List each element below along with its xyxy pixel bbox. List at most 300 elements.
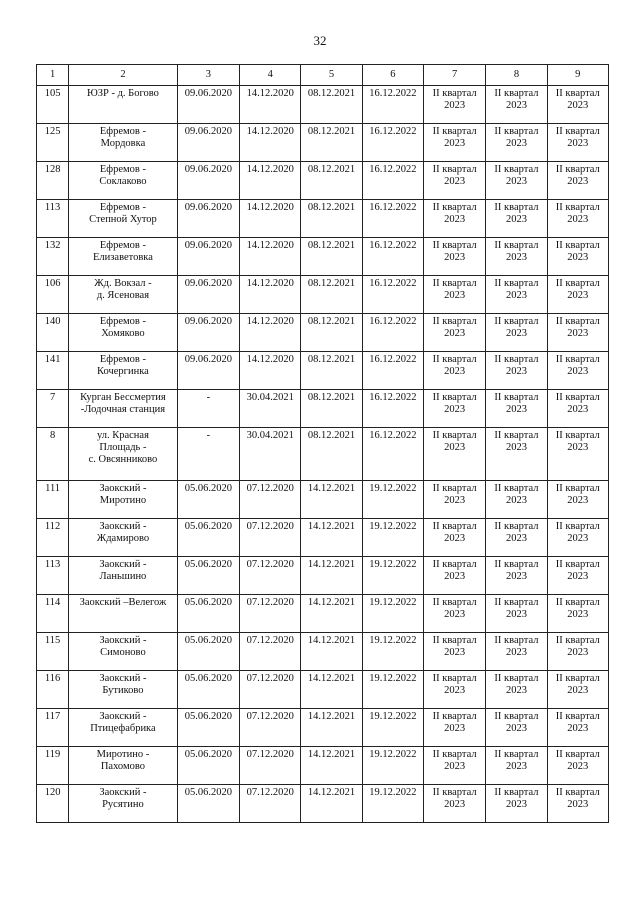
row-number-cell-text: 128 (44, 164, 61, 175)
date-cell-col4-text: 07.12.2020 (246, 483, 294, 494)
row-number-cell-text: 117 (44, 711, 61, 722)
date-cell-col6 (362, 86, 423, 124)
table-row (37, 238, 609, 276)
route-cell (69, 352, 178, 390)
quarter-cell-col9 (547, 162, 608, 200)
date-cell-col6 (362, 595, 423, 633)
date-cell-col5 (301, 557, 362, 595)
date-cell-col6 (362, 633, 423, 671)
quarter-cell-col9 (547, 276, 608, 314)
date-cell-col5-text: 14.12.2021 (307, 673, 356, 684)
quarter-cell-col9-text: II квартал 2023 (555, 88, 600, 111)
date-cell-col3 (177, 785, 239, 823)
date-cell-col6-text: 16.12.2022 (369, 316, 417, 327)
quarter-cell-col8-text: II квартал 2023 (494, 521, 539, 544)
row-number-cell-text: 116 (44, 673, 61, 684)
quarter-cell-col9-text: II квартал 2023 (555, 521, 600, 544)
quarter-cell-col9 (547, 557, 608, 595)
route-cell (69, 747, 178, 785)
date-cell-col5-text: 08.12.2021 (307, 354, 356, 365)
row-number-cell (37, 671, 69, 709)
table-row (37, 428, 609, 481)
quarter-cell-col8 (486, 595, 547, 633)
date-cell-col4 (240, 390, 301, 428)
date-cell-col4-text: 07.12.2020 (246, 787, 294, 798)
quarter-cell-col8 (486, 747, 547, 785)
route-cell-text: Заокский - Птицефабрика (90, 711, 156, 734)
header-cell: 3 (177, 65, 239, 86)
quarter-cell-col9-text: II квартал 2023 (555, 202, 600, 225)
row-number-cell (37, 390, 69, 428)
date-cell-col5 (301, 390, 362, 428)
quarter-cell-col8-text: II квартал 2023 (494, 88, 539, 111)
date-cell-col4 (240, 352, 301, 390)
date-cell-col6 (362, 557, 423, 595)
quarter-cell-col9-text: II квартал 2023 (555, 673, 600, 696)
date-cell-col5 (301, 709, 362, 747)
date-cell-col3 (177, 390, 239, 428)
date-cell-col5 (301, 785, 362, 823)
date-cell-col5-text: 08.12.2021 (307, 316, 356, 327)
row-number-cell-text: 114 (44, 597, 61, 608)
route-cell (69, 276, 178, 314)
date-cell-col4 (240, 162, 301, 200)
date-cell-col4 (240, 481, 301, 519)
route-cell-text: Заокский - Миротино (99, 483, 147, 506)
quarter-cell-col9-text: II квартал 2023 (555, 559, 600, 582)
date-cell-col4-text: 14.12.2020 (246, 164, 294, 175)
header-cell: 2 (69, 65, 178, 86)
page-number: 32 (313, 33, 327, 48)
quarter-cell-col9 (547, 390, 608, 428)
date-cell-col3 (177, 238, 239, 276)
quarter-cell-col8-text: II квартал 2023 (494, 164, 539, 187)
row-number-cell-text: 115 (44, 635, 61, 646)
date-cell-col4 (240, 314, 301, 352)
quarter-cell-col8 (486, 633, 547, 671)
schedule-table (36, 64, 609, 823)
date-cell-col4 (240, 200, 301, 238)
date-cell-col6 (362, 314, 423, 352)
date-cell-col6-text: 19.12.2022 (369, 521, 417, 532)
row-number-cell (37, 352, 69, 390)
date-cell-col4 (240, 595, 301, 633)
quarter-cell-col8-text: II квартал 2023 (494, 673, 539, 696)
date-cell-col4 (240, 671, 301, 709)
quarter-cell-col7-text: II квартал 2023 (432, 240, 477, 263)
row-number-cell-text: 119 (44, 749, 61, 760)
date-cell-col6 (362, 671, 423, 709)
quarter-cell-col7 (423, 709, 485, 747)
quarter-cell-col9 (547, 86, 608, 124)
quarter-cell-col9 (547, 747, 608, 785)
date-cell-col3-text: 09.06.2020 (184, 202, 232, 213)
route-cell (69, 595, 178, 633)
quarter-cell-col7 (423, 428, 485, 481)
header-cell: 4 (240, 65, 301, 86)
quarter-cell-col9 (547, 238, 608, 276)
route-cell (69, 709, 178, 747)
date-cell-col6-text: 16.12.2022 (369, 278, 417, 289)
quarter-cell-col7 (423, 352, 485, 390)
date-cell-col6-text: 16.12.2022 (369, 354, 417, 365)
date-cell-col3 (177, 352, 239, 390)
date-cell-col5 (301, 747, 362, 785)
table-row (37, 595, 609, 633)
quarter-cell-col9 (547, 519, 608, 557)
row-number-cell (37, 428, 69, 481)
quarter-cell-col7 (423, 785, 485, 823)
date-cell-col4-text: 07.12.2020 (246, 521, 294, 532)
quarter-cell-col9-text: II квартал 2023 (555, 787, 600, 810)
quarter-cell-col7-text: II квартал 2023 (432, 354, 477, 377)
row-number-cell (37, 557, 69, 595)
date-cell-col6 (362, 785, 423, 823)
quarter-cell-col7 (423, 276, 485, 314)
quarter-cell-col9-text: II квартал 2023 (555, 749, 600, 772)
quarter-cell-col8-text: II квартал 2023 (494, 126, 539, 149)
quarter-cell-col7-text: II квартал 2023 (432, 711, 477, 734)
quarter-cell-col8 (486, 200, 547, 238)
date-cell-col4-text: 30.04.2021 (246, 430, 294, 441)
date-cell-col5 (301, 200, 362, 238)
table-body (37, 65, 609, 823)
date-cell-col3-text: 09.06.2020 (184, 126, 232, 137)
route-cell-text: Заокский –Велегож (79, 597, 167, 608)
row-number-cell (37, 709, 69, 747)
route-cell-text: ЮЗР - д. Богово (86, 88, 159, 99)
route-cell-text: Заокский - Ждамирово (96, 521, 150, 544)
route-cell (69, 785, 178, 823)
quarter-cell-col8 (486, 352, 547, 390)
date-cell-col3-text: 05.06.2020 (184, 673, 232, 684)
date-cell-col3 (177, 633, 239, 671)
date-cell-col3-text: 09.06.2020 (184, 278, 232, 289)
quarter-cell-col8 (486, 276, 547, 314)
quarter-cell-col8-text: II квартал 2023 (494, 430, 539, 453)
quarter-cell-col8-text: II квартал 2023 (494, 240, 539, 263)
date-cell-col5 (301, 428, 362, 481)
quarter-cell-col8 (486, 86, 547, 124)
row-number-cell (37, 595, 69, 633)
quarter-cell-col7-text: II квартал 2023 (432, 430, 477, 453)
date-cell-col4-text: 07.12.2020 (246, 749, 294, 760)
row-number-cell (37, 314, 69, 352)
date-cell-col6 (362, 352, 423, 390)
quarter-cell-col8 (486, 162, 547, 200)
header-cell: 9 (547, 65, 608, 86)
route-cell (69, 671, 178, 709)
table-row (37, 747, 609, 785)
date-cell-col6-text: 16.12.2022 (369, 164, 417, 175)
date-cell-col3 (177, 481, 239, 519)
quarter-cell-col9-text: II квартал 2023 (555, 483, 600, 506)
table-row (37, 557, 609, 595)
date-cell-col4-text: 14.12.2020 (246, 126, 294, 137)
date-cell-col5-text: 14.12.2021 (307, 521, 356, 532)
quarter-cell-col7 (423, 238, 485, 276)
row-number-cell (37, 276, 69, 314)
quarter-cell-col9-text: II квартал 2023 (555, 164, 600, 187)
route-cell-text: Заокский - Симоново (99, 635, 147, 658)
date-cell-col6-text: 19.12.2022 (369, 787, 417, 798)
quarter-cell-col7-text: II квартал 2023 (432, 559, 477, 582)
date-cell-col3 (177, 709, 239, 747)
date-cell-col5 (301, 86, 362, 124)
quarter-cell-col7-text: II квартал 2023 (432, 202, 477, 225)
date-cell-col3-text: 09.06.2020 (184, 240, 232, 251)
date-cell-col6 (362, 709, 423, 747)
date-cell-col6-text: 19.12.2022 (369, 673, 417, 684)
table-row (37, 481, 609, 519)
table-row (37, 352, 609, 390)
quarter-cell-col7 (423, 86, 485, 124)
quarter-cell-col9 (547, 124, 608, 162)
row-number-cell-text: 106 (44, 278, 61, 289)
quarter-cell-col7 (423, 671, 485, 709)
date-cell-col5 (301, 519, 362, 557)
date-cell-col5 (301, 633, 362, 671)
quarter-cell-col8-text: II квартал 2023 (494, 711, 539, 734)
row-number-cell (37, 633, 69, 671)
quarter-cell-col8-text: II квартал 2023 (494, 316, 539, 339)
route-cell-text: Ефремов - Хомяково (99, 316, 146, 339)
date-cell-col3 (177, 519, 239, 557)
date-cell-col5 (301, 162, 362, 200)
quarter-cell-col8-text: II квартал 2023 (494, 635, 539, 658)
route-cell-text: ул. Красная Площадь - с. Овсянниково (88, 430, 158, 465)
header-cell: 8 (486, 65, 547, 86)
quarter-cell-col8 (486, 671, 547, 709)
date-cell-col3 (177, 200, 239, 238)
quarter-cell-col8 (486, 709, 547, 747)
date-cell-col3-text: 09.06.2020 (184, 164, 232, 175)
date-cell-col6-text: 19.12.2022 (369, 597, 417, 608)
date-cell-col6 (362, 428, 423, 481)
route-cell (69, 633, 178, 671)
date-cell-col5 (301, 314, 362, 352)
date-cell-col4-text: 07.12.2020 (246, 673, 294, 684)
row-number-cell-text: 140 (44, 316, 61, 327)
route-cell-text: Жд. Вокзал - д. Ясеновая (94, 278, 152, 301)
date-cell-col6 (362, 276, 423, 314)
route-cell (69, 481, 178, 519)
date-cell-col5 (301, 352, 362, 390)
quarter-cell-col9 (547, 709, 608, 747)
quarter-cell-col8 (486, 519, 547, 557)
route-cell-text: Ефремов - Степной Хутор (89, 202, 157, 225)
date-cell-col3 (177, 557, 239, 595)
quarter-cell-col7 (423, 481, 485, 519)
date-cell-col6-text: 16.12.2022 (369, 88, 417, 99)
quarter-cell-col7 (423, 633, 485, 671)
date-cell-col3 (177, 428, 239, 481)
quarter-cell-col8-text: II квартал 2023 (494, 354, 539, 377)
date-cell-col6 (362, 747, 423, 785)
date-cell-col5-text: 08.12.2021 (307, 202, 356, 213)
row-number-cell (37, 124, 69, 162)
quarter-cell-col9-text: II квартал 2023 (555, 430, 600, 453)
quarter-cell-col9 (547, 785, 608, 823)
route-cell (69, 314, 178, 352)
date-cell-col5-text: 14.12.2021 (307, 711, 356, 722)
date-cell-col3 (177, 124, 239, 162)
date-cell-col6-text: 19.12.2022 (369, 635, 417, 646)
header-cell: 7 (423, 65, 485, 86)
quarter-cell-col7-text: II квартал 2023 (432, 635, 477, 658)
date-cell-col3-text: 09.06.2020 (184, 316, 232, 327)
route-cell-text: Заокский - Русятино (99, 787, 147, 810)
date-cell-col3-text: - (206, 430, 211, 441)
quarter-cell-col7-text: II квартал 2023 (432, 787, 477, 810)
date-cell-col5-text: 14.12.2021 (307, 749, 356, 760)
quarter-cell-col8-text: II квартал 2023 (494, 787, 539, 810)
table-row (37, 671, 609, 709)
date-cell-col3-text: 09.06.2020 (184, 88, 232, 99)
route-cell (69, 124, 178, 162)
quarter-cell-col7-text: II квартал 2023 (432, 749, 477, 772)
quarter-cell-col9-text: II квартал 2023 (555, 354, 600, 377)
route-cell (69, 86, 178, 124)
quarter-cell-col7-text: II квартал 2023 (432, 316, 477, 339)
date-cell-col3-text: 05.06.2020 (184, 483, 232, 494)
date-cell-col3-text: 05.06.2020 (184, 521, 232, 532)
quarter-cell-col9 (547, 200, 608, 238)
route-cell-text: Миротино - Пахомово (96, 749, 150, 772)
date-cell-col6 (362, 124, 423, 162)
date-cell-col5-text: 08.12.2021 (307, 392, 356, 403)
quarter-cell-col7-text: II квартал 2023 (432, 278, 477, 301)
route-cell (69, 390, 178, 428)
date-cell-col3-text: 05.06.2020 (184, 711, 232, 722)
route-cell (69, 162, 178, 200)
date-cell-col4-text: 14.12.2020 (246, 240, 294, 251)
table-row (37, 276, 609, 314)
quarter-cell-col9-text: II квартал 2023 (555, 126, 600, 149)
date-cell-col6 (362, 238, 423, 276)
row-number-cell-text: 141 (44, 354, 61, 365)
quarter-cell-col7 (423, 519, 485, 557)
quarter-cell-col7 (423, 557, 485, 595)
table-row (37, 162, 609, 200)
row-number-cell-text: 113 (44, 202, 61, 213)
quarter-cell-col8 (486, 238, 547, 276)
date-cell-col5-text: 08.12.2021 (307, 278, 356, 289)
date-cell-col4 (240, 747, 301, 785)
date-cell-col6-text: 19.12.2022 (369, 483, 417, 494)
date-cell-col4-text: 07.12.2020 (246, 635, 294, 646)
header-cell: 1 (37, 65, 69, 86)
quarter-cell-col7 (423, 124, 485, 162)
quarter-cell-col7-text: II квартал 2023 (432, 483, 477, 506)
quarter-cell-col9-text: II квартал 2023 (555, 597, 600, 620)
date-cell-col3 (177, 671, 239, 709)
date-cell-col4 (240, 709, 301, 747)
row-number-cell-text: 111 (45, 483, 61, 494)
route-cell (69, 200, 178, 238)
quarter-cell-col8 (486, 481, 547, 519)
quarter-cell-col8-text: II квартал 2023 (494, 749, 539, 772)
route-cell (69, 428, 178, 481)
row-number-cell (37, 86, 69, 124)
date-cell-col6 (362, 481, 423, 519)
date-cell-col6-text: 16.12.2022 (369, 240, 417, 251)
quarter-cell-col8-text: II квартал 2023 (494, 202, 539, 225)
date-cell-col4 (240, 519, 301, 557)
quarter-cell-col8 (486, 557, 547, 595)
table-row (37, 314, 609, 352)
quarter-cell-col8-text: II квартал 2023 (494, 392, 539, 415)
table-row (37, 390, 609, 428)
date-cell-col6 (362, 200, 423, 238)
route-cell-text: Заокский - Бутиково (99, 673, 147, 696)
date-cell-col5-text: 14.12.2021 (307, 787, 356, 798)
date-cell-col4-text: 14.12.2020 (246, 278, 294, 289)
date-cell-col4 (240, 557, 301, 595)
quarter-cell-col8 (486, 314, 547, 352)
quarter-cell-col9 (547, 428, 608, 481)
date-cell-col6-text: 16.12.2022 (369, 392, 417, 403)
route-cell (69, 238, 178, 276)
date-cell-col5 (301, 124, 362, 162)
table-row (37, 124, 609, 162)
date-cell-col4 (240, 86, 301, 124)
quarter-cell-col9-text: II квартал 2023 (555, 316, 600, 339)
row-number-cell-text: 125 (44, 126, 61, 137)
date-cell-col5 (301, 595, 362, 633)
date-cell-col4 (240, 785, 301, 823)
quarter-cell-col7-text: II квартал 2023 (432, 521, 477, 544)
date-cell-col4-text: 07.12.2020 (246, 559, 294, 570)
date-cell-col3-text: 05.06.2020 (184, 635, 232, 646)
date-cell-col5-text: 14.12.2021 (307, 559, 356, 570)
quarter-cell-col8 (486, 390, 547, 428)
route-cell-text: Ефремов - Мордовка (99, 126, 146, 149)
route-cell-text: Заокский - Ланьшино (99, 559, 147, 582)
route-cell-text: Ефремов - Кочергинка (97, 354, 149, 377)
quarter-cell-col9 (547, 671, 608, 709)
quarter-cell-col8-text: II квартал 2023 (494, 278, 539, 301)
date-cell-col4-text: 14.12.2020 (246, 202, 294, 213)
row-number-cell-text: 132 (44, 240, 61, 251)
table-row (37, 200, 609, 238)
date-cell-col3 (177, 276, 239, 314)
row-number-cell (37, 785, 69, 823)
date-cell-col6-text: 19.12.2022 (369, 559, 417, 570)
row-number-cell (37, 747, 69, 785)
date-cell-col3 (177, 747, 239, 785)
row-number-cell (37, 200, 69, 238)
route-cell (69, 519, 178, 557)
date-cell-col6-text: 16.12.2022 (369, 202, 417, 213)
quarter-cell-col9-text: II квартал 2023 (555, 392, 600, 415)
row-number-cell (37, 162, 69, 200)
date-cell-col5 (301, 481, 362, 519)
date-cell-col3 (177, 86, 239, 124)
row-number-cell-text: 112 (44, 521, 61, 532)
date-cell-col5 (301, 276, 362, 314)
date-cell-col4 (240, 124, 301, 162)
quarter-cell-col7 (423, 162, 485, 200)
quarter-cell-col8 (486, 785, 547, 823)
date-cell-col4 (240, 238, 301, 276)
header-row (37, 65, 609, 86)
date-cell-col5-text: 08.12.2021 (307, 164, 356, 175)
route-cell-text: Ефремов - Елизаветовка (92, 240, 153, 263)
route-cell-text: Ефремов - Соклаково (99, 164, 147, 187)
quarter-cell-col9 (547, 595, 608, 633)
quarter-cell-col7 (423, 747, 485, 785)
